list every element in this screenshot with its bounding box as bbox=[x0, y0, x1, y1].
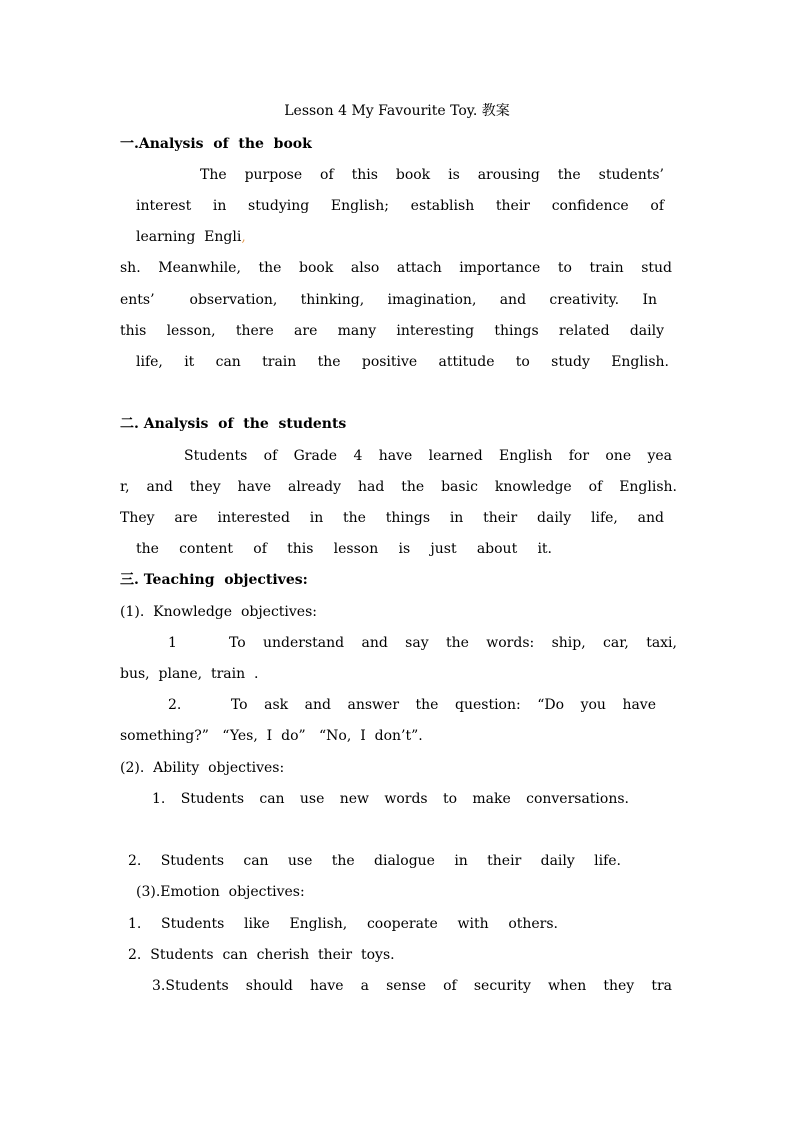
ability-objectives-label: (2). Ability objectives: bbox=[120, 760, 285, 776]
book-line-6: this lesson, there are many interesting things related daily bbox=[120, 323, 664, 339]
book-line-5: ents’ observation, thinking, imagination, and creativity. In bbox=[120, 292, 657, 308]
knowledge-item-2b: something?” “Yes, I do” “No, I don’t”. bbox=[120, 728, 423, 744]
emotion-item-1: 1. Students like English, cooperate with others. bbox=[128, 916, 558, 932]
book-line-7: life, it can train the positive attitude to study English. bbox=[136, 354, 669, 370]
knowledge-item-1a: 1 To understand and say the words: ship, car, taxi, bbox=[168, 635, 677, 651]
knowledge-item-1b: bus, plane, train . bbox=[120, 666, 259, 682]
book-line-3 bbox=[136, 227, 246, 247]
emotion-objectives-label: (3).Emotion objectives: bbox=[136, 884, 305, 900]
book-line-1: The purpose of this book is arousing the students’ bbox=[200, 167, 664, 183]
book-line-3-text: learning Engli bbox=[136, 229, 242, 245]
students-line-1: Students of Grade 4 have learned English for one yea bbox=[184, 448, 672, 464]
ability-item-2: 2. Students can use the dialogue in their daily life. bbox=[128, 853, 621, 869]
book-line-2: interest in studying English; establish their confidence of bbox=[136, 198, 664, 214]
students-line-2: r, and they have already had the basic knowledge of English. bbox=[120, 479, 677, 495]
emotion-item-2: 2. Students can cherish their toys. bbox=[128, 947, 395, 963]
document-title: Lesson 4 My Favourite Toy. 教案 bbox=[284, 103, 510, 119]
students-line-3: They are interested in the things in their daily life, and bbox=[120, 510, 664, 526]
knowledge-item-2a: 2. To ask and answer the question: “Do you have bbox=[168, 697, 656, 713]
ability-item-1: 1. Students can use new words to make conversations. bbox=[152, 791, 629, 807]
knowledge-objectives-label: (1). Knowledge objectives: bbox=[120, 604, 317, 620]
section-heading-objectives: 三. Teaching objectives: bbox=[120, 572, 308, 588]
edit-mark: , bbox=[241, 229, 246, 245]
book-line-4: sh. Meanwhile, the book also attach importance to train stud bbox=[120, 260, 672, 276]
section-heading-book: 一.Analysis of the book bbox=[120, 136, 312, 152]
section-heading-students: 二. Analysis of the students bbox=[120, 416, 347, 432]
emotion-item-3: 3.Students should have a sense of security when they tra bbox=[152, 978, 672, 994]
students-line-4: the content of this lesson is just about it. bbox=[136, 541, 552, 557]
